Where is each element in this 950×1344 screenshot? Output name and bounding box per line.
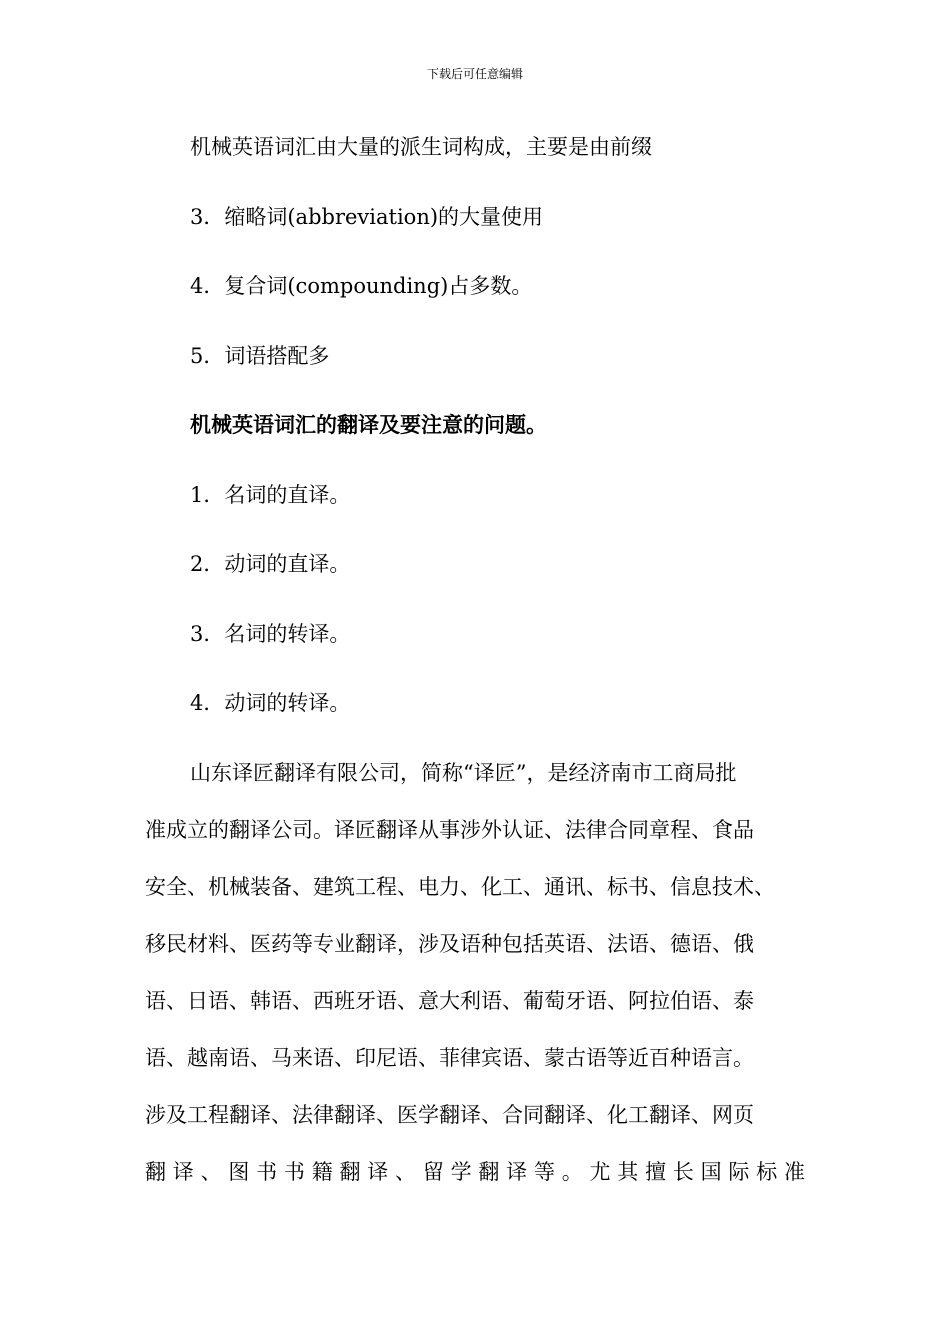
- paragraph-line: 山东译匠翻译有限公司，简称“译匠”，是经济南市工商局批: [190, 761, 737, 785]
- paragraph-line: 移民材料、医药等专业翻译，涉及语种包括英语、法语、德语、俄: [145, 932, 754, 956]
- paragraph-line: 安全、机械装备、建筑工程、电力、化工、通讯、标书、信息技术、: [145, 875, 775, 899]
- paragraph-line: 涉及工程翻译、法律翻译、医学翻译、合同翻译、化工翻译、网页: [145, 1103, 754, 1127]
- list-item: 3．缩略词(abbreviation)的大量使用: [190, 205, 544, 229]
- list-item: 3．名词的转译。: [190, 622, 351, 646]
- paragraph-line: 语、日语、韩语、西班牙语、意大利语、葡萄牙语、阿拉伯语、泰: [145, 989, 754, 1013]
- paragraph-line: 机械英语词汇由大量的派生词构成，主要是由前缀: [190, 135, 652, 159]
- list-item: 4．动词的转译。: [190, 691, 351, 715]
- paragraph-line: 翻译、图书书籍翻译、留学翻译等。尤其擅长国际标准: [145, 1160, 805, 1184]
- paragraph-line: 准成立的翻译公司。译匠翻译从事涉外认证、法律合同章程、食品: [145, 818, 754, 842]
- list-item: 1．名词的直译。: [190, 483, 351, 507]
- paragraph-line: 语、越南语、马来语、印尼语、菲律宾语、蒙古语等近百种语言。: [145, 1046, 754, 1070]
- page-header: 下载后可任意编辑: [426, 67, 523, 81]
- section-heading: 机械英语词汇的翻译及要注意的问题。: [190, 412, 547, 437]
- list-item: 2．动词的直译。: [190, 552, 351, 576]
- list-item: 5．词语搭配多: [190, 344, 330, 368]
- list-item: 4．复合词(compounding)占多数。: [190, 274, 533, 298]
